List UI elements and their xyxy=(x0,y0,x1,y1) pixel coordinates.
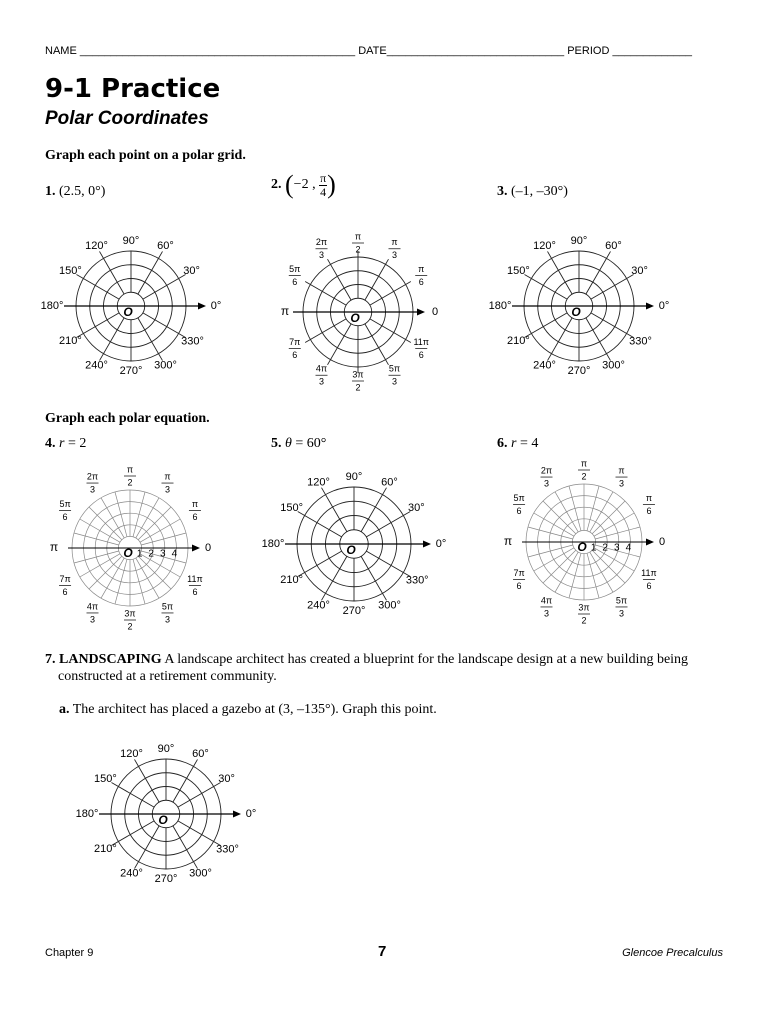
label-r5-den: 6 xyxy=(516,505,522,516)
label-r3 xyxy=(124,464,136,487)
label-r11-den: 6 xyxy=(646,580,652,591)
label-d90: 90° xyxy=(570,234,588,247)
label-r2-num: π xyxy=(164,471,171,482)
grid-spoke xyxy=(548,318,573,361)
problem-4 xyxy=(45,436,86,452)
grid-spoke xyxy=(361,556,386,600)
label-r10 xyxy=(162,601,174,624)
problem-6-text: = 4 xyxy=(516,436,539,451)
axis-number-4: 4 xyxy=(171,548,178,560)
problem-5 xyxy=(271,436,326,452)
problem-7-heading: LANDSCAPING xyxy=(59,652,162,667)
name-label: NAME xyxy=(45,45,77,57)
axis-arrow xyxy=(646,303,654,310)
label-r9-den: 2 xyxy=(127,621,133,632)
label-r2-den: 3 xyxy=(618,478,625,489)
label-r3-den: 2 xyxy=(127,477,133,488)
label-d180: 180° xyxy=(75,807,99,820)
grid-spoke xyxy=(361,488,386,532)
grid-spoke xyxy=(298,512,342,537)
grid-spoke xyxy=(138,251,163,294)
label-r4 xyxy=(316,237,328,260)
label-d120: 120° xyxy=(533,240,556,253)
section1-instruction: Graph each point on a polar grid. xyxy=(45,148,246,163)
label-d0: 0° xyxy=(210,299,222,312)
label-d0: 0° xyxy=(245,807,257,820)
grid-spoke xyxy=(328,324,352,365)
label-d30: 30° xyxy=(631,264,648,277)
axis-number-2: 2 xyxy=(148,548,154,560)
grid-spoke xyxy=(534,548,574,571)
label-d240: 240° xyxy=(120,867,143,880)
label-r11 xyxy=(187,574,203,597)
pole-label: O xyxy=(346,543,356,558)
grid-spoke xyxy=(74,551,119,563)
problem-7 xyxy=(45,651,735,685)
axis-arrow xyxy=(233,811,241,818)
polar-grid-3[interactable] xyxy=(490,218,680,398)
problem-7-text-2: constructed at a retirement community. xyxy=(58,669,277,684)
grid-spoke xyxy=(590,492,613,532)
grid-spoke xyxy=(322,556,347,600)
label-d150: 150° xyxy=(506,264,530,277)
label-r4 xyxy=(87,471,99,494)
polar-grid-7[interactable] xyxy=(75,726,270,906)
label-d300: 300° xyxy=(602,359,625,372)
grid-spoke xyxy=(80,519,120,542)
label-d210: 210° xyxy=(58,334,82,347)
problem-3-text: (–1, –30°) xyxy=(511,184,568,199)
grid-spoke xyxy=(111,821,154,846)
grid-spoke xyxy=(586,251,611,294)
label-d150: 150° xyxy=(280,501,304,514)
label-r11 xyxy=(413,337,429,360)
label-r5-den: 6 xyxy=(292,276,298,287)
label-d270: 270° xyxy=(567,364,591,377)
label-r5-num: 5π xyxy=(289,263,301,274)
label-r8-num: 4π xyxy=(86,601,99,612)
problem-2-denominator: 4 xyxy=(320,184,327,199)
label-r2-den: 3 xyxy=(164,484,171,495)
label-r8-num: 4π xyxy=(315,363,328,374)
axis-number-1: 1 xyxy=(136,548,143,560)
label-d330: 330° xyxy=(181,335,204,348)
label-r7-num: 7π xyxy=(513,567,525,578)
label-r4-den: 3 xyxy=(318,250,325,261)
label-d120: 120° xyxy=(85,240,108,253)
axis-arrow xyxy=(192,545,200,552)
pole-label: O xyxy=(123,305,133,320)
label-r1 xyxy=(643,493,655,516)
label-r10-num: 5π xyxy=(615,595,628,606)
problem-3 xyxy=(497,184,568,200)
axis-number-3: 3 xyxy=(614,542,620,554)
problem-7a-text: The architect has placed a gazebo at (3, –135°). Graph this point. xyxy=(72,702,437,717)
pole-label: O xyxy=(577,540,587,555)
label-d150: 150° xyxy=(93,772,117,785)
label-r3-num: π xyxy=(126,464,134,475)
label-d90: 90° xyxy=(157,742,175,755)
label-r11-num: 11π xyxy=(641,567,657,578)
grid-spoke xyxy=(543,501,576,534)
problem-5-number: 5. xyxy=(271,436,282,451)
label-d30: 30° xyxy=(218,772,235,785)
label-r5 xyxy=(513,493,525,516)
label-r4-num: 2π xyxy=(540,465,553,476)
open-paren: ( xyxy=(285,170,294,199)
label-r1 xyxy=(189,499,201,522)
grid-spoke xyxy=(569,486,581,531)
label-d330: 330° xyxy=(216,843,239,856)
grid-spoke xyxy=(138,507,171,540)
problem-6-var: r xyxy=(511,436,517,451)
label-r9 xyxy=(124,608,136,631)
grid-spoke xyxy=(528,527,573,539)
polar-grid-5[interactable] xyxy=(261,454,465,634)
label-r8 xyxy=(87,601,99,624)
problem-7a-label: a. xyxy=(59,702,70,717)
grid-spoke xyxy=(76,275,119,300)
label-r7 xyxy=(59,574,71,597)
label-d240: 240° xyxy=(533,359,556,372)
problem-7-text-1: A landscape architect has created a blueprint for the landscape design at a new building being xyxy=(164,652,689,667)
grid-spoke xyxy=(586,318,611,361)
name-blank[interactable]: _____________________________________________ xyxy=(79,45,356,57)
label-d210: 210° xyxy=(93,842,117,855)
label-d210: 210° xyxy=(506,334,530,347)
label-d210: 210° xyxy=(280,573,304,586)
label-r9 xyxy=(352,369,364,392)
grid-spoke xyxy=(136,558,159,598)
grid-spoke xyxy=(590,552,613,592)
grid-spoke xyxy=(322,488,347,532)
label-d330: 330° xyxy=(629,335,652,348)
label-r7-den: 6 xyxy=(292,349,298,360)
label-r11-num: 11π xyxy=(187,573,203,584)
grid-spoke xyxy=(594,513,634,536)
polar-grid-1[interactable] xyxy=(40,218,235,398)
problem-4-var: r xyxy=(59,436,65,451)
problem-6 xyxy=(497,436,538,452)
label-r8 xyxy=(541,595,553,618)
label-r4 xyxy=(541,465,553,488)
page-title: 9-1 Practice xyxy=(45,74,221,104)
grid-spoke xyxy=(173,826,198,869)
label-r4-num: 2π xyxy=(86,471,99,482)
grid-spoke xyxy=(135,759,160,802)
label-d180: 180° xyxy=(488,299,512,312)
grid-spoke xyxy=(133,492,145,537)
label-d300: 300° xyxy=(378,599,401,612)
label-r1-num: π xyxy=(418,263,425,274)
grid-spoke xyxy=(524,313,567,338)
label-r9-den: 2 xyxy=(355,382,361,393)
label-r5-num: 5π xyxy=(59,498,71,509)
label-r9-den: 2 xyxy=(581,615,587,626)
grid-spoke xyxy=(524,275,567,300)
label-d300: 300° xyxy=(154,359,177,372)
section2-instruction: Graph each polar equation. xyxy=(45,411,210,426)
grid-spoke xyxy=(587,486,599,531)
label-r1-den: 6 xyxy=(418,276,424,287)
label-r1-den: 6 xyxy=(192,511,198,522)
grid-spoke xyxy=(548,251,573,294)
label-r5 xyxy=(289,264,301,287)
grid-spoke xyxy=(101,498,124,538)
label-r3 xyxy=(352,231,364,254)
grid-spoke xyxy=(80,554,120,577)
label-r5-den: 6 xyxy=(62,511,68,522)
label-d270: 270° xyxy=(154,872,178,885)
header-fields xyxy=(45,45,725,57)
problem-2-fraction xyxy=(319,172,327,199)
problem-4-number: 4. xyxy=(45,436,56,451)
label-d240: 240° xyxy=(307,599,330,612)
pole-label: O xyxy=(571,305,581,320)
label-d270: 270° xyxy=(119,364,143,377)
grid-spoke xyxy=(136,498,159,538)
problem-2 xyxy=(271,170,336,200)
grid-spoke xyxy=(115,492,127,537)
label-r1-den: 6 xyxy=(646,505,652,516)
label-r2 xyxy=(162,471,174,494)
label-pi: π xyxy=(49,540,59,555)
label-r4-num: 2π xyxy=(315,237,328,248)
grid-spoke xyxy=(89,507,122,540)
label-r3-num: π xyxy=(580,458,588,469)
grid-spoke xyxy=(365,324,389,365)
label-r10 xyxy=(389,364,401,387)
grid-spoke xyxy=(138,318,163,361)
label-r11-num: 11π xyxy=(413,336,430,347)
label-zero: 0 xyxy=(431,305,439,318)
grid-spoke xyxy=(569,553,581,598)
label-r9 xyxy=(578,602,590,625)
label-r5-num: 5π xyxy=(513,492,525,503)
label-r9-num: 3π xyxy=(578,602,590,613)
axis-arrow xyxy=(198,303,206,310)
grid-spoke xyxy=(89,556,122,589)
grid-spoke xyxy=(178,783,221,808)
label-d0: 0° xyxy=(658,299,670,312)
label-d60: 60° xyxy=(157,240,174,253)
grid-spoke xyxy=(100,251,125,294)
axis-number-2: 2 xyxy=(602,542,608,554)
axis-number-4: 4 xyxy=(625,542,632,554)
grid-spoke xyxy=(592,550,625,583)
label-r2-num: π xyxy=(391,237,398,248)
label-d240: 240° xyxy=(85,359,108,372)
label-r9-num: 3π xyxy=(352,369,364,380)
label-r5 xyxy=(59,499,71,522)
label-d90: 90° xyxy=(122,234,140,247)
label-d180: 180° xyxy=(261,537,285,550)
grid-spoke xyxy=(135,826,160,869)
grid-spoke xyxy=(365,259,389,300)
grid-spoke xyxy=(138,556,171,589)
grid-spoke xyxy=(534,513,574,536)
label-r10-den: 3 xyxy=(618,608,625,619)
label-r1-num: π xyxy=(191,498,199,509)
label-r2-den: 3 xyxy=(391,250,398,261)
period-blank[interactable]: _____________ xyxy=(612,45,692,57)
label-r7-den: 6 xyxy=(62,586,68,597)
grid-spoke xyxy=(298,551,342,576)
grid-spoke xyxy=(140,519,180,542)
grid-spoke xyxy=(100,318,125,361)
label-zero: 0 xyxy=(204,541,212,554)
grid-spoke xyxy=(555,552,578,592)
label-r7 xyxy=(513,568,525,591)
label-d30: 30° xyxy=(408,501,425,514)
page-number: 7 xyxy=(378,943,387,960)
footer-book: Glencoe Precalculus xyxy=(622,947,723,959)
problem-4-text: = 2 xyxy=(64,436,87,451)
grid-spoke xyxy=(595,527,640,539)
polar-grid-2[interactable] xyxy=(273,212,463,402)
problem-1-text: (2.5, 0°) xyxy=(59,184,106,199)
grid-spoke xyxy=(591,313,634,338)
grid-spoke xyxy=(370,319,411,343)
problem-5-text: = 60° xyxy=(291,436,327,451)
label-r4-den: 3 xyxy=(89,484,96,495)
problem-1 xyxy=(45,184,105,200)
axis-number-3: 3 xyxy=(160,548,166,560)
label-d270: 270° xyxy=(342,604,366,617)
label-d300: 300° xyxy=(189,867,212,880)
axis-number-1: 1 xyxy=(590,542,597,554)
grid-spoke xyxy=(555,492,578,532)
grid-spoke xyxy=(328,259,352,300)
label-zero: 0 xyxy=(658,535,666,548)
problem-5-var: θ xyxy=(285,436,292,451)
grid-spoke xyxy=(366,551,410,576)
problem-2-first: −2 , xyxy=(293,177,316,193)
grid-spoke xyxy=(178,821,221,846)
problem-2-numerator: π xyxy=(320,170,327,185)
problem-7a xyxy=(59,701,437,718)
grid-spoke xyxy=(305,319,346,343)
grid-spoke xyxy=(587,553,599,598)
problem-7-number: 7. xyxy=(45,652,56,667)
axis-arrow xyxy=(417,309,425,316)
grid-spoke xyxy=(543,550,576,583)
pole-label: O xyxy=(158,813,168,828)
label-r8-num: 4π xyxy=(540,595,553,606)
label-r8-den: 3 xyxy=(89,614,96,625)
date-label: DATE xyxy=(358,45,387,57)
label-r3-den: 2 xyxy=(581,471,587,482)
label-r10-num: 5π xyxy=(388,363,401,374)
label-d150: 150° xyxy=(58,264,82,277)
label-r4-den: 3 xyxy=(543,478,550,489)
problem-6-number: 6. xyxy=(497,436,508,451)
grid-spoke xyxy=(173,759,198,802)
grid-spoke xyxy=(133,559,145,604)
label-r3 xyxy=(578,458,590,481)
label-r10-num: 5π xyxy=(161,601,174,612)
grid-spoke xyxy=(370,282,411,306)
axis-arrow xyxy=(646,539,654,546)
label-r9-num: 3π xyxy=(124,608,136,619)
label-r8-den: 3 xyxy=(543,608,550,619)
label-d330: 330° xyxy=(405,574,429,587)
label-r3-den: 2 xyxy=(355,244,361,255)
grid-spoke xyxy=(74,533,119,545)
label-d60: 60° xyxy=(192,748,209,761)
label-d120: 120° xyxy=(307,476,330,489)
label-d90: 90° xyxy=(345,470,363,483)
label-r7 xyxy=(289,337,301,360)
label-pi: π xyxy=(503,534,513,549)
grid-spoke xyxy=(115,559,127,604)
problem-2-number: 2. xyxy=(271,177,282,193)
label-r2 xyxy=(616,465,628,488)
label-r7-num: 7π xyxy=(59,573,71,584)
label-r10 xyxy=(616,595,628,618)
label-r11-den: 6 xyxy=(418,349,424,360)
grid-spoke xyxy=(143,313,186,338)
problem-1-number: 1. xyxy=(45,184,56,199)
label-d0: 0° xyxy=(435,537,447,550)
label-d30: 30° xyxy=(183,264,200,277)
grid-spoke xyxy=(366,512,410,537)
grid-spoke xyxy=(143,275,186,300)
grid-spoke xyxy=(141,533,186,545)
date-blank[interactable]: _____________________________ xyxy=(386,45,565,57)
label-r3-num: π xyxy=(354,231,362,242)
label-r1-num: π xyxy=(645,492,653,503)
label-r11 xyxy=(641,568,657,591)
label-r7-den: 6 xyxy=(516,580,522,591)
pole-label: O xyxy=(123,546,133,561)
label-r10-den: 3 xyxy=(164,614,171,625)
label-pi: π xyxy=(280,304,290,319)
problem-3-number: 3. xyxy=(497,184,508,199)
grid-spoke xyxy=(592,501,625,534)
grid-spoke xyxy=(591,275,634,300)
pole-label: O xyxy=(350,311,360,326)
period-label: PERIOD xyxy=(567,45,610,57)
polar-grid-6[interactable] xyxy=(500,452,680,640)
label-r2-num: π xyxy=(618,465,625,476)
label-d60: 60° xyxy=(605,240,622,253)
grid-spoke xyxy=(111,783,154,808)
label-d120: 120° xyxy=(120,748,143,761)
grid-spoke xyxy=(528,545,573,557)
label-r1 xyxy=(415,264,427,287)
label-r7-num: 7π xyxy=(289,336,301,347)
label-r2 xyxy=(389,237,401,260)
close-paren: ) xyxy=(327,170,336,199)
grid-spoke xyxy=(101,558,124,598)
label-r8 xyxy=(316,364,328,387)
axis-arrow xyxy=(423,541,431,548)
page-subtitle: Polar Coordinates xyxy=(45,108,209,129)
label-r11-den: 6 xyxy=(192,586,198,597)
grid-spoke xyxy=(76,313,119,338)
polar-grid-4[interactable] xyxy=(45,452,225,640)
label-d180: 180° xyxy=(40,299,64,312)
label-r10-den: 3 xyxy=(391,376,398,387)
grid-spoke xyxy=(305,282,346,306)
footer-chapter: Chapter 9 xyxy=(45,947,94,959)
label-d60: 60° xyxy=(381,476,398,489)
label-r8-den: 3 xyxy=(318,376,325,387)
